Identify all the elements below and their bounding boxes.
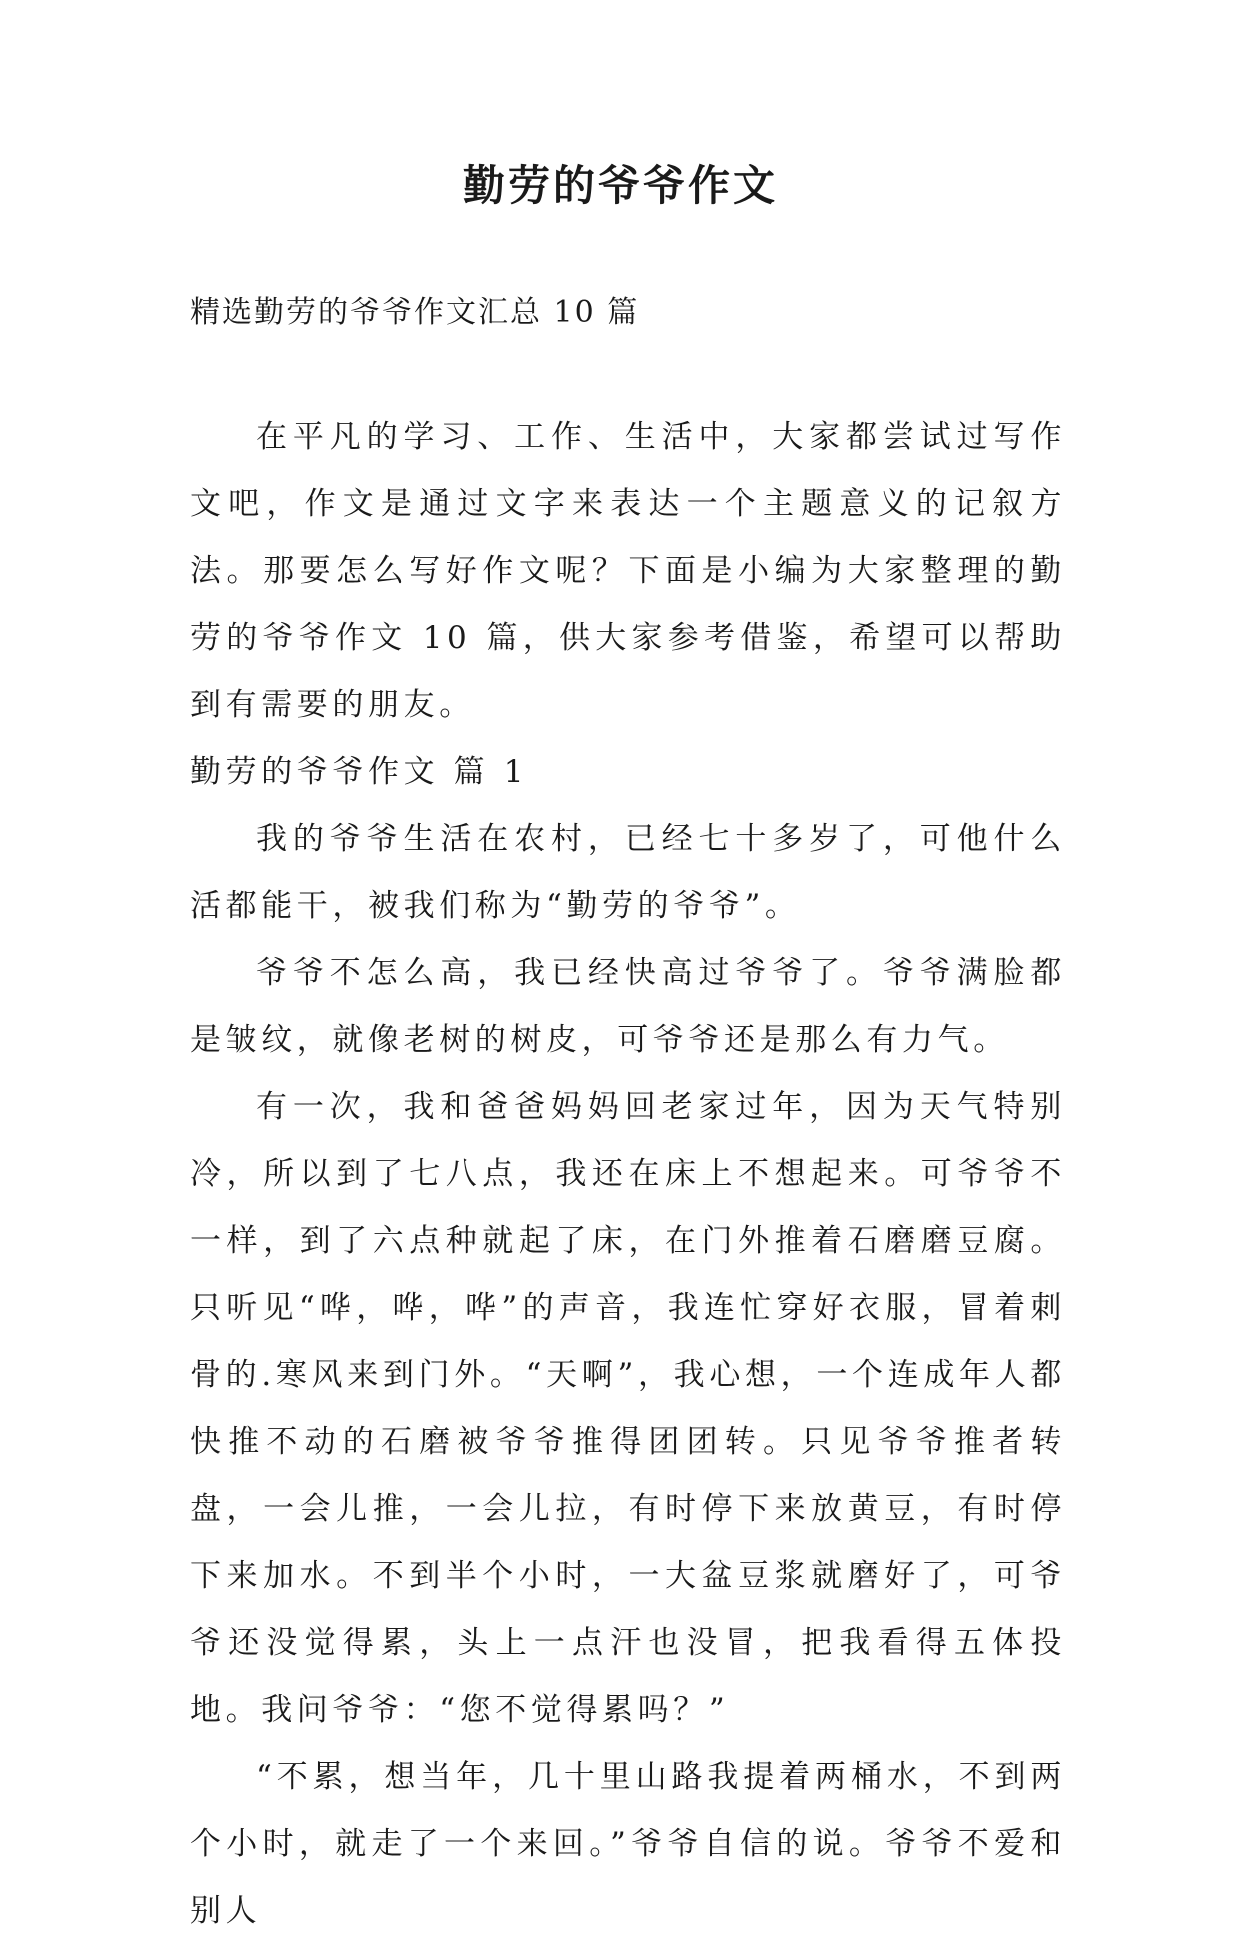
document-body xyxy=(190,404,1066,1945)
section-heading: 勤劳的爷爷作文 篇 1 xyxy=(190,754,529,790)
intro-paragraph: 在平凡的学习、工作、生活中，大家都尝试过写作文吧，作文是通过文字来表达一个主题意义的记叙方法。那要怎么写好作文呢？下面是小编为大家整理的勤劳的爷爷作文 10 篇，供大家参考借鉴，希望可以帮助到有需要的朋友。 xyxy=(190,419,1066,723)
body-paragraph: 我的爷爷生活在农村，已经七十多岁了，可他什么活都能干，被我们称为“勤劳的爷爷”。 xyxy=(190,821,1066,924)
body-paragraph: 有一次，我和爸爸妈妈回老家过年，因为天气特别冷，所以到了七八点，我还在床上不想起来。可爷爷不一样，到了六点种就起了床，在门外推着石磨磨豆腐。只听见“哗，哗，哗”的声音，我连忙穿好衣服，冒着刺骨的.寒风来到门外。“天啊”，我心想，一个连成年人都快推不动的石磨被爷爷推得团团转。只见爷爷推者转盘，一会儿推，一会儿拉，有时停下来放黄豆，有时停下来加水。不到半个小时，一大盆豆浆就磨好了，可爷爷还没觉得累，头上一点汗也没冒，把我看得五体投地。我问爷爷：“您不觉得累吗？” xyxy=(190,1089,1066,1728)
document-title: 勤劳的爷爷作文 xyxy=(462,161,778,210)
document-subtitle: 精选勤劳的爷爷作文汇总 10 篇 xyxy=(190,295,640,330)
body-paragraph: 爷爷不怎么高，我已经快高过爷爷了。爷爷满脸都是皱纹，就像老树的树皮，可爷爷还是那么有力气。 xyxy=(190,955,1066,1058)
body-paragraph: “不累，想当年，几十里山路我提着两桶水，不到两个小时，就走了一个来回。”爷爷自信的说。爷爷不爱和别人 xyxy=(190,1759,1066,1929)
